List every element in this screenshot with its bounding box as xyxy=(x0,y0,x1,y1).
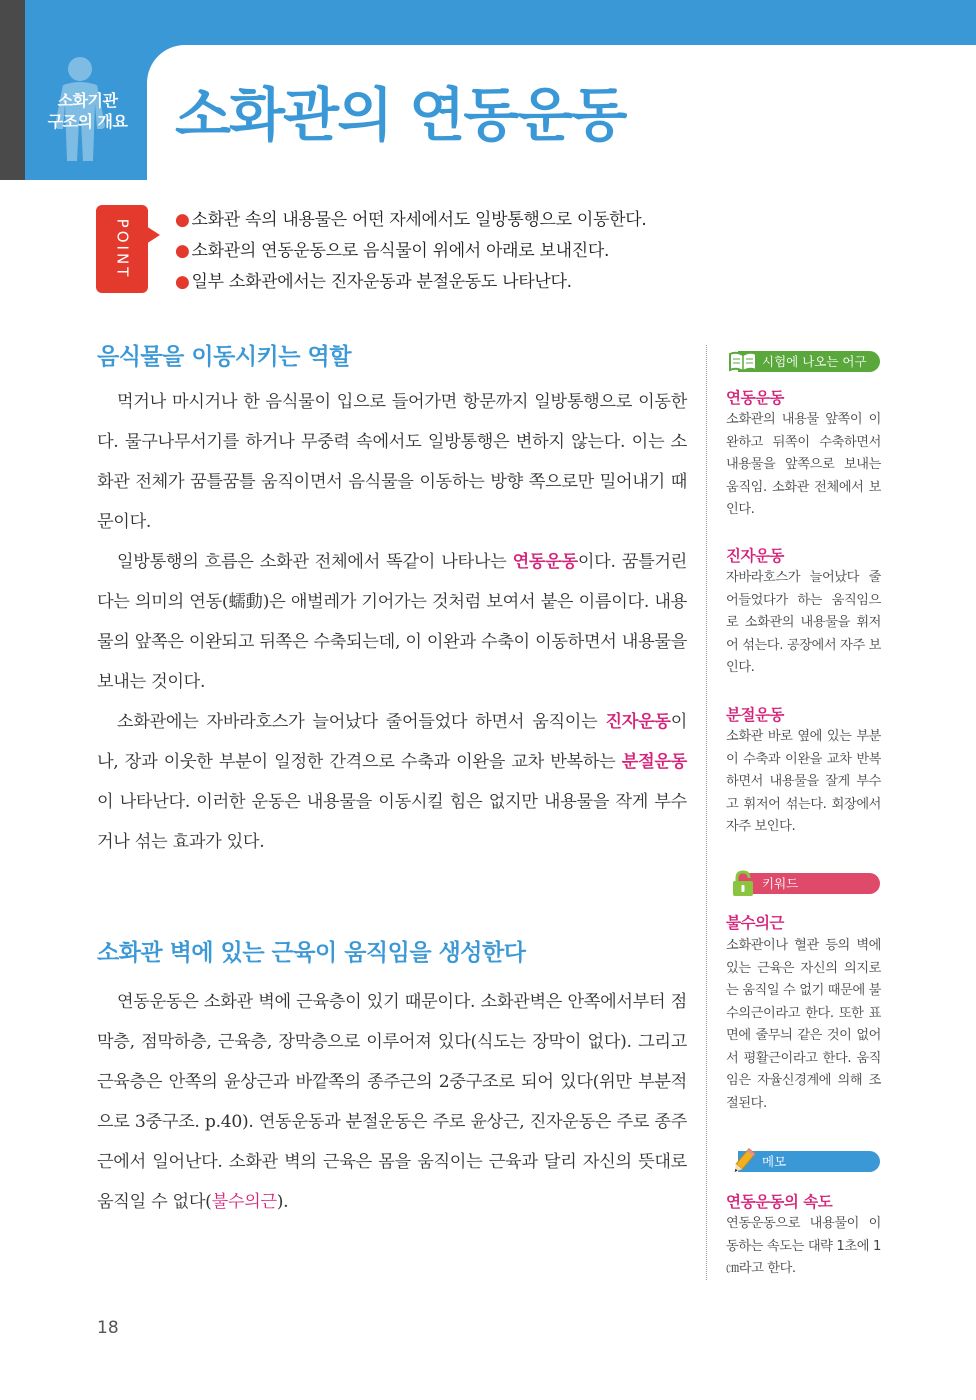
text-run: 소화관에는 자바라호스가 늘어났다 줄어들었다 하면서 움직이는 xyxy=(117,712,606,732)
point-item-text: 소화관 속의 내용물은 어떤 자세에서도 일방통행으로 이동한다. xyxy=(191,210,647,230)
text-run: 연동운동은 소화관 벽에 근육층이 있기 때문이다. 소화관벽은 안쪽에서부터 점막층, 점막하층, 근육층, 장막층으로 이루어져 있다(식도는 장막이 없다). 그리고 근육층은 안쪽의 윤상근과 바깥쪽의 종주근의 2중구조로 되어 있다(위만 부분적으로 3중구조. p.40). 연동운동과 분절운동은 주로 윤상근, 진자운동은 주로 종주근에서 일어난다. 소화관 벽의 근육은 몸을 움직이는 근육과 달리 자신의 뜻대로 움직일 수 없다( xyxy=(97,992,687,1212)
keyword-desc: 소화관이나 혈관 등의 벽에 있는 근육은 자신의 의지로는 움직일 수 없기 때문에 불수의근이라고 한다. 또한 표면에 줄무늬 같은 것이 없어서 평활근이라고 한다. 움직임은 자율신경계에 의해 조절된다. xyxy=(726,938,881,1111)
sidebar-term-desc: 자바라호스가 늘어났다 줄어들었다가 하는 움직임으로 소화관의 내용물을 휘저어 섞는다. 공장에서 자주 보인다. xyxy=(726,570,881,675)
keyword-header xyxy=(728,870,880,896)
memo-bar xyxy=(738,1151,880,1172)
section-title-food-movement: 음식물을 이동시키는 역할 xyxy=(97,344,351,370)
point-item xyxy=(175,236,646,267)
lock-icon xyxy=(728,870,758,898)
sidebar-term-desc: 소화관 바로 옆에 있는 부분이 수축과 이완을 교차 반복하면서 내용물을 잘게 부수고 휘저어 섞는다. 회장에서 자주 보인다. xyxy=(726,729,881,834)
exam-terms-label: 시험에 나오는 어구 xyxy=(762,354,867,369)
text-run: ). xyxy=(276,1192,289,1212)
chapter-category-line1: 소화기관 xyxy=(57,91,118,110)
paragraph xyxy=(97,542,687,702)
section1-body xyxy=(97,382,687,862)
sidebar-term: 진자운동 xyxy=(726,547,784,565)
keyword-term: 불수의근 xyxy=(726,914,784,932)
highlight-term: 분절운동 xyxy=(621,752,687,772)
page-title: 소화관의 연동운동 xyxy=(175,81,626,149)
text-run: 이 나타난다. 이러한 운동은 내용물을 이동시킬 힘은 없지만 내용물을 작게 부수거나 섞는 효과가 있다. xyxy=(97,792,687,852)
keyword-label: 키워드 xyxy=(762,876,799,891)
sidebar-divider xyxy=(706,345,707,1280)
sidebar-term: 연동운동 xyxy=(726,389,784,407)
highlight-term: 불수의근 xyxy=(211,1192,277,1212)
paragraph: 먹거나 마시거나 한 음식물이 입으로 들어가면 항문까지 일방통행으로 이동한다. 물구나무서기를 하거나 무중력 속에서도 일방통행은 변하지 않는다. 이는 소화관 전체가 꿈틀꿈틀 움직이면서 음식물을 이동하는 방향 쪽으로만 밀어내기 때문이다. xyxy=(97,392,687,532)
point-item-text: 소화관의 연동운동으로 음식물이 위에서 아래로 보내진다. xyxy=(191,241,610,261)
point-label: POINT xyxy=(113,218,132,280)
page-number: 18 xyxy=(97,1318,119,1338)
header-side-strip xyxy=(0,0,25,180)
memo-label: 메모 xyxy=(762,1154,787,1169)
highlight-term: 연동운동 xyxy=(512,552,578,572)
memo-desc: 연동운동으로 내용물이 이동하는 속도는 대략 1초에 1㎝라고 한다. xyxy=(726,1216,881,1276)
point-label-wrap xyxy=(96,205,148,293)
point-arrow-icon xyxy=(146,226,160,244)
point-item xyxy=(175,267,646,298)
memo-header xyxy=(728,1148,880,1174)
text-run: 이나, 장과 이웃한 부분이 일정한 간격으로 수축과 이완을 교차 반복하는 xyxy=(97,712,687,772)
paragraph xyxy=(97,702,687,862)
bullet-icon: ● xyxy=(175,272,190,292)
text-run: 일방통행의 흐름은 소화관 전체에서 똑같이 나타나는 xyxy=(117,552,513,572)
sidebar-term-desc: 소화관의 내용물 앞쪽이 이완하고 뒤쪽이 수축하면서 내용물을 앞쪽으로 보내는 움직임. 소화관 전체에서 보인다. xyxy=(726,412,881,517)
highlight-term: 진자운동 xyxy=(605,712,671,732)
point-list xyxy=(175,205,646,298)
bullet-icon: ● xyxy=(175,210,190,230)
pencil-icon xyxy=(728,1148,758,1176)
exam-terms-header xyxy=(728,348,880,374)
chapter-category xyxy=(30,90,145,132)
sidebar-term: 분절운동 xyxy=(726,706,784,724)
chapter-category-line2: 구조의 개요 xyxy=(47,112,128,131)
point-item-text: 일부 소화관에서는 진자운동과 분절운동도 나타난다. xyxy=(191,272,572,292)
keyword-bar xyxy=(738,873,880,894)
section-title-muscle: 소화관 벽에 있는 근육이 움직임을 생성한다 xyxy=(97,940,526,966)
text-run: 이다. 꿈틀거린다는 의미의 연동(蠕動)은 애벌레가 기어가는 것처럼 보여서 붙은 이름이다. 내용물의 앞쪽은 이완되고 뒤쪽은 수축되는데, 이 이완과 수축이 이동하면서 내용물을 보내는 것이다. xyxy=(97,552,687,692)
section2-body xyxy=(97,982,687,1222)
paragraph xyxy=(97,982,687,1222)
bullet-icon: ● xyxy=(175,241,190,261)
point-item xyxy=(175,205,646,236)
memo-term: 연동운동의 속도 xyxy=(726,1193,833,1211)
book-icon xyxy=(728,348,758,376)
